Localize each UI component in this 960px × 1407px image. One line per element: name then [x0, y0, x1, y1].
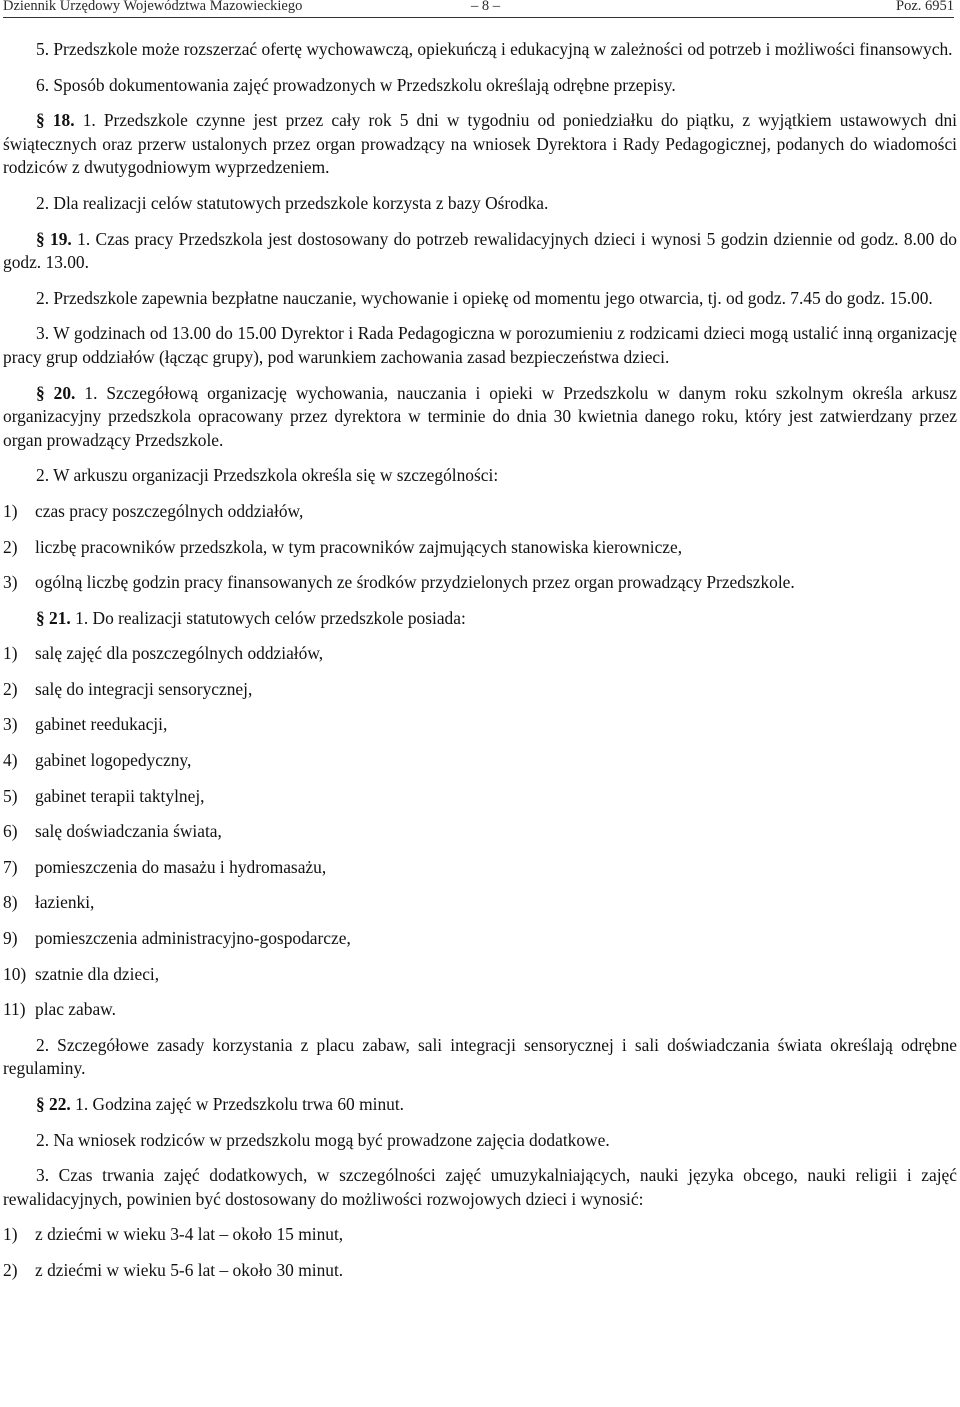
item-text: z dziećmi w wieku 5-6 lat – około 30 minut. [35, 1259, 344, 1280]
item-number: 1) [3, 643, 18, 664]
item-number: 8) [3, 892, 18, 913]
item-number: 3) [3, 714, 18, 735]
item-text: łazienki, [35, 892, 95, 913]
list-item [3, 785, 957, 809]
header-rule [3, 17, 954, 18]
item-number: 1) [3, 500, 18, 521]
item-number: 2) [3, 1259, 18, 1280]
section-22-para-2: 2. Na wniosek rodziców w przedszkolu mogą być prowadzone zajęcia dodatkowe. [36, 1129, 610, 1150]
paragraph-6: 6. Sposób dokumentowania zajęć prowadzonych w Przedszkolu określają odrębne przepisy. [36, 74, 676, 95]
list-item [3, 571, 957, 595]
item-text: gabinet reedukacji, [35, 714, 168, 735]
list-item [3, 891, 957, 915]
list-item [3, 856, 957, 880]
item-text: salę do integracji sensorycznej, [35, 678, 253, 699]
item-number: 10) [3, 963, 27, 984]
page-number: – 8 – [471, 0, 500, 14]
item-text: liczbę pracowników przedszkola, w tym pracowników zajmujących stanowiska kierownicze, [35, 536, 683, 557]
item-text: gabinet terapii taktylnej, [35, 785, 205, 806]
section-18-para-1 [3, 109, 957, 180]
section-20-para-1 [3, 382, 957, 453]
item-text: pomieszczenia administracyjno-gospodarcze, [35, 928, 351, 949]
section-text: 1. Czas pracy Przedszkola jest dostosowany do potrzeb rewalidacyjnych dzieci i wynosi 5 godzin dziennie od godz. 8.00 do godz. 13.00. [3, 228, 958, 273]
section-21-para-1 [3, 607, 957, 631]
list-item [3, 820, 957, 844]
item-number: 9) [3, 928, 18, 949]
list-item [3, 713, 957, 737]
section-18-para-2: 2. Dla realizacji celów statutowych przedszkole korzysta z bazy Ośrodka. [36, 192, 549, 213]
item-text: gabinet logopedyczny, [35, 750, 192, 771]
page-header [3, 0, 954, 15]
item-text: plac zabaw. [35, 999, 116, 1020]
item-number: 7) [3, 856, 18, 877]
item-text: czas pracy poszczególnych oddziałów, [35, 500, 304, 521]
item-text: salę zajęć dla poszczególnych oddziałów, [35, 643, 324, 664]
section-text: 1. Do realizacji statutowych celów przedszkole posiada: [75, 607, 466, 628]
section-text: 1. Szczegółową organizację wychowania, nauczania i opieki w Przedszkolu w danym roku szkolnym określa arkusz organizacyjny przedszkola opracowany przez dyrektora w terminie do dnia 30 kwietnia danego roku, który jest zatwierdzany przez organ prowadzący Przedszkole. [3, 382, 957, 450]
section-text: 1. Godzina zajęć w Przedszkolu trwa 60 minut. [75, 1094, 405, 1114]
list-item [3, 536, 957, 560]
item-number: 2) [3, 536, 18, 557]
item-number: 1) [3, 1224, 18, 1245]
item-number: 5) [3, 785, 18, 806]
item-number: 3) [3, 572, 18, 593]
section-number: § 20. [36, 382, 76, 403]
item-number: 11) [3, 999, 26, 1020]
list-item [3, 678, 957, 702]
position-number: Poz. 6951 [896, 0, 954, 14]
section-19-para-1 [3, 228, 957, 275]
list-item [3, 500, 957, 524]
item-text: z dziećmi w wieku 3-4 lat – około 15 minut, [35, 1224, 344, 1245]
section-number: § 18. [36, 110, 75, 131]
list-item [3, 998, 957, 1022]
list-item [3, 927, 957, 951]
list-item [3, 749, 957, 773]
journal-title: Dziennik Urzędowy Województwa Mazowieckiego [3, 0, 303, 14]
list-item [3, 1259, 957, 1283]
item-number: 6) [3, 821, 18, 842]
section-22-para-3: 3. Czas trwania zajęć dodatkowych, w szczególności zajęć umuzykalniających, nauki języka obcego, nauki religii i zajęć rewalidacyjnych, powinien być dostosowany do możliwości rozwojowych dzieci i wynosić: [3, 1165, 957, 1209]
section-text: 1. Przedszkole czynne jest przez cały rok 5 dni w tygodniu od poniedziałku do piątku, z wyjątkiem ustawowych dni świątecznych oraz przerw ustalonych przez organ prowadzący na wniosek Dyrektora i Rady Pedagogicznej, podanych do wiadomości rodziców z dwutygodniowym wyprzedzeniem. [3, 110, 958, 178]
section-number: § 21. [36, 607, 71, 628]
item-number: 4) [3, 750, 18, 771]
list-item [3, 963, 957, 987]
item-text: pomieszczenia do masażu i hydromasażu, [35, 856, 327, 877]
paragraph-5: 5. Przedszkole może rozszerzać ofertę wychowawczą, opiekuńczą i edukacyjną w zależności od potrzeb i możliwości finansowych. [36, 39, 953, 59]
item-number: 2) [3, 678, 18, 699]
item-text: salę doświadczania świata, [35, 821, 222, 842]
section-number: § 19. [36, 228, 72, 249]
section-19-para-3: 3. W godzinach od 13.00 do 15.00 Dyrektor i Rada Pedagogiczna w porozumieniu z rodzicami dzieci mogą ustalić inną organizację pracy grup oddziałów (łącząc grupy), pod warunkiem zachowania zasad bezpieczeństwa dzieci. [3, 323, 957, 367]
section-number: § 22. [36, 1094, 71, 1114]
list-item [3, 1223, 957, 1247]
section-20-para-2: 2. W arkuszu organizacji Przedszkola określa się w szczególności: [36, 465, 499, 486]
section-22-para-1 [3, 1093, 957, 1117]
item-text: szatnie dla dzieci, [35, 963, 160, 984]
section-19-para-2: 2. Przedszkole zapewnia bezpłatne nauczanie, wychowanie i opiekę od momentu jego otwarcia, tj. od godz. 7.45 do godz. 15.00. [36, 287, 933, 308]
list-item [3, 642, 957, 666]
item-text: ogólną liczbę godzin pracy finansowanych ze środków przydzielonych przez organ prowadzący Przedszkole. [35, 572, 795, 593]
section-21-para-2: 2. Szczegółowe zasady korzystania z placu zabaw, sali integracji sensorycznej i sali doświadczania świata określają odrębne regulaminy. [3, 1034, 957, 1079]
document-body [3, 38, 957, 1283]
